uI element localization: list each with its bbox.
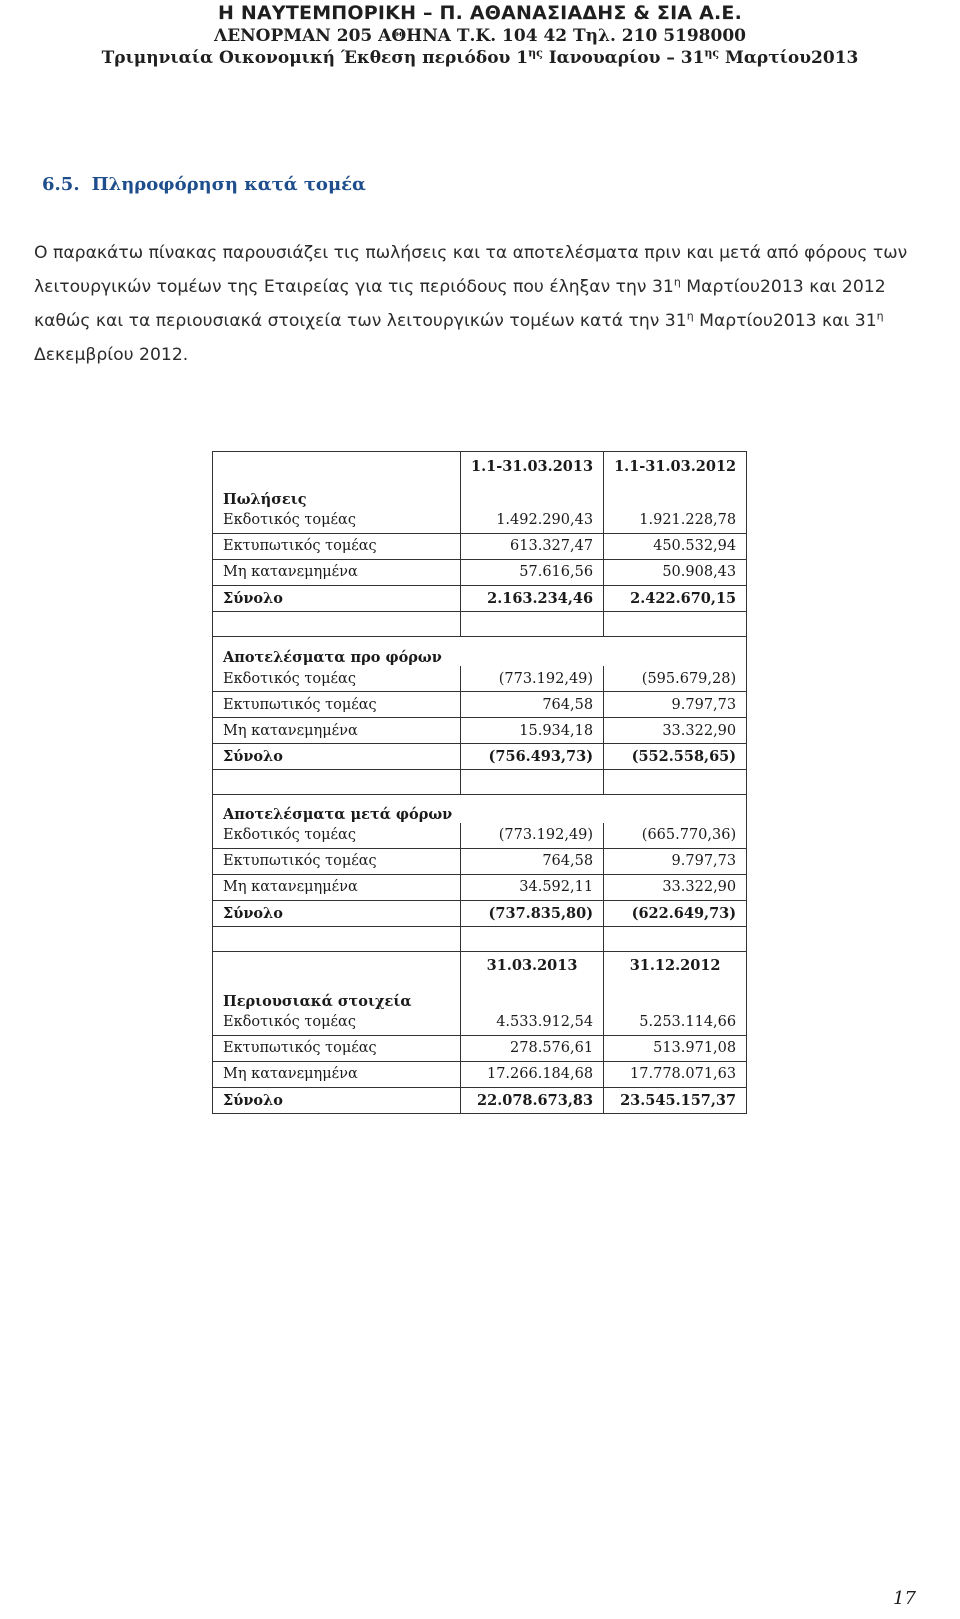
section-row: Περιουσιακά στοιχεία [213,980,747,1010]
total-row: Σύνολο 2.163.234,46 2.422.670,15 [213,585,747,611]
page-number: 17 [893,1588,916,1609]
table-row: Εκδοτικός τομέας 1.492.290,43 1.921.228,78 [213,508,747,534]
table-header-row [213,951,747,980]
spacer-row [213,611,747,636]
total-row: Σύνολο (737.835,80) (622.649,73) [213,900,747,926]
spacer-row [213,770,747,795]
column-header: 31.03.2013 [461,951,604,980]
section-number: 6.5. [42,174,80,195]
column-header: 1.1-31.03.2012 [604,452,747,482]
table-row: Εκδοτικός τομέας (773.192,49) (595.679,28) [213,666,747,692]
section-title [42,174,366,195]
column-header: 1.1-31.03.2013 [461,452,604,482]
company-address: ΛΕΝΟΡΜΑΝ 205 ΑΘΗΝΑ Τ.Κ. 104 42 Τηλ. 210 5198000 [214,26,746,46]
company-name: Η ΝΑΥΤΕΜΠΟΡΙΚΗ – Π. ΑΘΑΝΑΣΙΑΔΗΣ & ΣΙΑ Α.Ε. [217,2,743,24]
section-row: Αποτελέσματα προ φόρων [213,636,747,666]
section-row: Πωλήσεις [213,482,747,508]
section-heading: Πληροφόρηση κατά τομέα [91,174,366,195]
table-row: Εκτυπωτικός τομέας 764,58 9.797,73 [213,692,747,718]
table-row: Μη κατανεμημένα 34.592,11 33.322,90 [213,874,747,900]
column-header: 31.12.2012 [604,951,747,980]
table-row: Εκτυπωτικός τομέας 613.327,47 450.532,94 [213,533,747,559]
spacer-row [213,926,747,951]
table-row: Εκδοτικός τομέας (773.192,49) (665.770,36) [213,823,747,849]
table-row: Μη κατανεμημένα 17.266.184,68 17.778.071,63 [213,1061,747,1087]
table-row: Εκτυπωτικός τομέας 278.576,61 513.971,08 [213,1035,747,1061]
total-row: Σύνολο (756.493,73) (552.558,65) [213,744,747,770]
segment-table [212,451,747,1114]
table-row: Εκτυπωτικός τομέας 764,58 9.797,73 [213,848,747,874]
total-row: Σύνολο 22.078.673,83 23.545.157,37 [213,1087,747,1113]
table-header-row [213,452,747,482]
table-row: Μη κατανεμημένα 15.934,18 33.322,90 [213,718,747,744]
table-row: Μη κατανεμημένα 57.616,56 50.908,43 [213,559,747,585]
intro-paragraph: Ο παρακάτω πίνακας παρουσιάζει τις πωλήσεις και τα αποτελέσματα πριν και μετά από φόρους των λειτουργικών τομέων της Εταιρείας για τις περιόδους που έληξαν την $31^\eta$ Μαρτίου2013 και 2012 καθώς και τα περιουσιακά στοιχεία των λειτουργικών τομέων κατά την $31^\eta$ Μαρτίου2013 και $31^\eta$ Δεκεμβρίου 2012. [34,243,908,365]
section-row: Αποτελέσματα μετά φόρων [213,795,747,823]
table-row: Εκδοτικός τομέας 4.533.912,54 5.253.114,66 [213,1010,747,1036]
report-title: Τριμηνιαία Οικονομική Έκθεση περιόδου $1^{\eta\varsigma}$ Ιανουαρίου – $31^{\eta\varsigma}$ Μαρτίου2013 [101,46,859,68]
